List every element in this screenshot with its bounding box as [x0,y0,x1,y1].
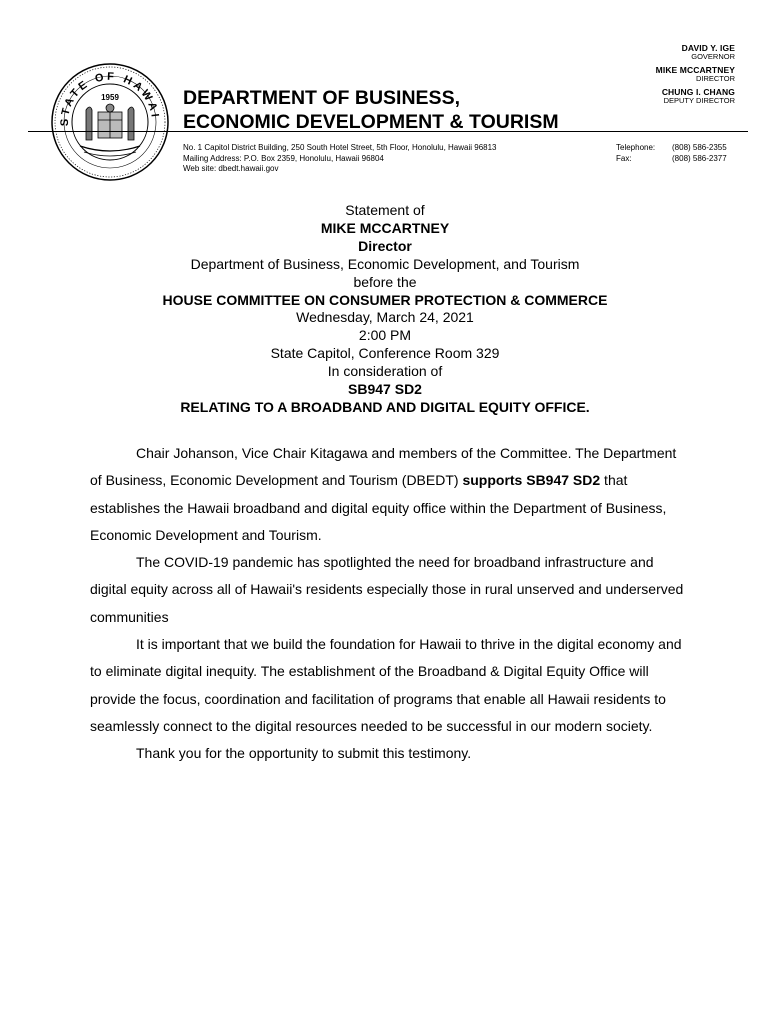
paragraph-3: It is important that we build the foundation for Hawaii to thrive in the digital economy and to eliminate digital inequity. The establishment of the Broadband & Digital Equity Office will provide the focus, coordination and facilitation of programs that enable all Hawaii residents to seamlessly connect to the digital resources needed to be successful in our modern society. [90,636,682,734]
statement-name: MIKE MCCARTNEY [320,219,450,236]
hearing-location: State Capitol, Conference Room 329 [270,345,500,362]
testimony-body [90,440,690,768]
department-title-line2: ECONOMIC DEVELOPMENT & TOURISM [183,111,559,133]
state-seal [50,62,170,182]
officials-list [656,44,735,109]
statement-before: before the [353,273,417,290]
statement-heading [0,202,770,417]
paragraph-1-text-b: that establishes the Hawaii broadband and digital equity office within the Department of Business, Economic Development and Tourism. [90,472,667,543]
address-line-2: Mailing Address: P.O. Box 2359, Honolulu, Hawaii 96804 [183,153,384,163]
department-title [183,86,559,134]
telephone-number: (808) 586-2355 [672,143,727,152]
consideration-label: In consideration of [327,363,443,380]
department-address [183,143,497,175]
committee-name: HOUSE COMMITTEE ON CONSUMER PROTECTION & COMMERCE [162,291,608,308]
fax-number: (808) 586-2377 [672,153,727,163]
hearing-time: 2:00 PM [358,327,412,344]
governor-title: GOVERNOR [691,51,735,61]
paragraph-1-bold-supports: supports [462,472,523,489]
seal-year: 1959 [101,93,119,102]
telephone-label: Telephone: [616,143,656,152]
bill-subject: RELATING TO A BROADBAND AND DIGITAL EQUITY OFFICE. [180,398,590,415]
header-divider [28,131,748,132]
paragraph-1 [90,440,690,549]
hearing-date: Wednesday, March 24, 2021 [296,309,474,326]
deputy-director-title: DEPUTY DIRECTOR [663,95,735,105]
paragraph-1-bold-bill: SB947 SD2 [526,472,601,489]
statement-department: Department of Business, Economic Development, and Tourism [190,255,580,272]
paragraph-2: The COVID-19 pandemic has spotlighted the need for broadband infrastructure and digital equity across all of Hawaii's residents especially those in rural unserved and underserved communities [90,554,684,625]
fax-label: Fax: [616,153,632,163]
paragraph-4: Thank you for the opportunity to submit this testimony. [136,745,472,762]
seal-title: STATE OF HAWAI [58,70,162,127]
governor-name: DAVID Y. IGE [681,43,735,53]
statement-title: Director [358,237,412,254]
paragraph-1-text-a: Chair Johanson, Vice Chair Kitagawa and members of the Committee. The Department of Business, Economic Development and Tourism (DBEDT) [90,445,677,489]
director-name: MIKE MCCARTNEY [655,64,735,75]
deputy-director-name: CHUNG I. CHANG [661,86,735,97]
bill-number: SB947 SD2 [348,381,422,398]
contact-numbers [616,143,727,164]
website-line: Web site: dbedt.hawaii.gov [183,164,279,173]
director-title: DIRECTOR [695,73,735,83]
statement-intro: Statement of [345,202,425,218]
department-title-line1: DEPARTMENT OF BUSINESS, [183,87,460,109]
address-line-1: No. 1 Capitol District Building, 250 South Hotel Street, 5th Floor, Honolulu, Hawaii 96813 [183,143,497,152]
